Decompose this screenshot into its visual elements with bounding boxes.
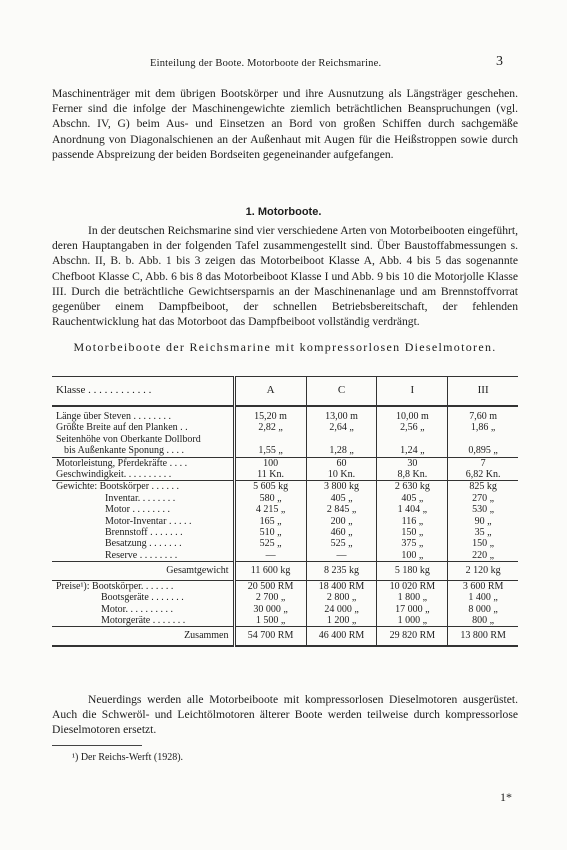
cell-value: 3 600 RM (448, 580, 518, 592)
cell-value: 18 400 RM (306, 580, 377, 592)
row-label: Geschwindigkeit. . . . . . . . . . (52, 469, 234, 481)
row-label: Motorleistung, Pferdekräfte . . . . (56, 457, 188, 469)
row-label (52, 481, 234, 493)
cell-value: 530 „ (448, 504, 518, 515)
cell-value: 1 404 „ (377, 504, 448, 515)
cell-value: 100 „ (377, 550, 448, 562)
cell-value: 24 000 „ (306, 604, 377, 615)
cell-value: 2 120 kg (448, 562, 518, 580)
price-row (52, 615, 518, 627)
row-label: bis Außenkante Sponung . . . . (52, 445, 234, 457)
row-label: Größte Breite auf den Planken . . (56, 422, 188, 434)
cell-value: 580 „ (234, 493, 306, 504)
weight-row (52, 527, 518, 538)
weight-row (52, 538, 518, 549)
cell-value: 8 235 kg (306, 562, 377, 580)
dimension-row (52, 422, 518, 433)
footnote-rule (52, 745, 142, 746)
dimension-row (52, 434, 518, 445)
row-label: Seitenhöhe von Oberkante Dollbord (56, 433, 201, 445)
page-number: 3 (496, 54, 503, 69)
cell-value: 10,00 m (377, 411, 448, 422)
cell-value: 800 „ (448, 615, 518, 627)
cell-value: 30 (377, 457, 448, 469)
cell-value: 11 Kn. (234, 469, 306, 481)
running-title: Einteilung der Boote. Motorboote der Reichsmarine. (150, 58, 382, 69)
cell-value: 150 „ (448, 538, 518, 549)
cell-value: 4 215 „ (234, 504, 306, 515)
row-label: Bootsgeräte . . . . . . . (101, 592, 184, 604)
closing-paragraph: Neuerdings werden alle Motorbeiboote mit kompressorlosen Dieselmotoren ausgerüstet. Auch die Schweröl- und Leichtölmotoren älterer Boote werden teilweise durch kompressorlose Dieselmotoren ersetzt. (52, 693, 518, 737)
cell-value: 220 „ (448, 550, 518, 562)
group-label: Gewichte: (56, 481, 98, 493)
weight-row (52, 493, 518, 504)
row-label: Inventar. . . . . . . . (105, 492, 176, 504)
cell-value: III (448, 377, 518, 407)
cell-value: 7 (448, 457, 518, 469)
cell-value: 8,8 Kn. (377, 469, 448, 481)
table-title: Motorbeiboote der Reichsmarine mit kompressorlosen Dieselmotoren. (73, 340, 497, 354)
cell-value: 7,60 m (448, 411, 518, 422)
cell-value: 1 000 „ (377, 615, 448, 627)
row-label: Reserve . . . . . . . . (105, 549, 178, 561)
performance-row (52, 457, 518, 469)
cell-value: 0,895 „ (448, 445, 518, 457)
price-row (52, 604, 518, 615)
cell-value: 510 „ (234, 527, 306, 538)
row-label: Motor . . . . . . . . (105, 504, 170, 516)
cell-value: 90 „ (448, 516, 518, 527)
row-label-text: Bootskörper . . . . . . (99, 481, 180, 493)
cell-value: 200 „ (306, 516, 377, 527)
row-label: Zusammen (52, 627, 234, 646)
cell-value: — (234, 550, 306, 562)
cell-value: 116 „ (377, 516, 448, 527)
price-row (52, 592, 518, 603)
performance-row (52, 469, 518, 481)
price-total-row (52, 627, 518, 646)
cell-value: 60 (306, 457, 377, 469)
dimension-row (52, 445, 518, 457)
cell-value: 6,82 Kn. (448, 469, 518, 481)
weight-row (52, 516, 518, 527)
row-label: Länge über Steven . . . . . . . . (56, 411, 171, 422)
intro-paragraph: Maschinenträger mit dem übrigen Bootskörper und ihre Ausnutzung als Längsträger geschehen. Ferner sind die infolge der Maschinengewichte ziemlich beträchtlichen Beanspruchungen (vgl. Abschn. IV, G) beim Aus- und Einsetzen an Bord von großen Schiffen durch sachgemäße Anordnung von Diagonalschienen an der Außenhaut mit Augen für die Heißstroppen sowie durch passende Abspreizung der beiden Bordseiten gegeneinander aufgefangen. (52, 87, 518, 161)
cell-value: 2,56 „ (377, 422, 448, 433)
cell-value: 270 „ (448, 493, 518, 504)
cell-value: 150 „ (377, 527, 448, 538)
row-label: Motor. . . . . . . . . . (101, 603, 173, 615)
cell-value: 3 800 kg (306, 481, 377, 493)
row-label: Brennstoff . . . . . . . (105, 527, 183, 539)
cell-value: — (306, 550, 377, 562)
cell-value: C (306, 377, 377, 407)
row-label-text: Bootskörper. . . . . . . (92, 580, 174, 592)
row-label: Besatzung . . . . . . . (105, 538, 182, 550)
section-paragraph: In der deutschen Reichsmarine sind vier verschiedene Arten von Motorbeibooten eingeführt, deren Hauptangaben in der folgenden Tafel zusammengestellt sind. Über Baustoffabmessungen s. Abschn. II, B. b. Abb. 1 bis 3 zeigen das Motorbeiboot Klasse A, Abb. 4 bis 5 das sogenannte Chefboot Klasse C, Abb. 6 bis 8 das Motorbeiboot Klasse I und Abb. 9 bis 10 die Motorjolle Klasse III. Durch die beträchtliche Gewichtsersparnis an der Maschinenanlage und am Brennstoffvorrat gegenüber einem Dampfbeiboot, der schnellen Betriebsbereitschaft, der fehlenden Rauchentwicklung hat das Motorboot das Dampfbeiboot vollständig verdrängt. (52, 224, 518, 329)
cell-value: 1,24 „ (377, 445, 448, 457)
cell-value: 15,20 m (234, 411, 306, 422)
boat-data-table (52, 376, 518, 647)
cell-value: 13,00 m (306, 411, 377, 422)
cell-value: 2,82 „ (234, 422, 306, 433)
cell-value: 1 400 „ (448, 592, 518, 603)
signature-mark: 1* (500, 790, 512, 804)
cell-value (234, 434, 306, 445)
row-label: Gesamtgewicht (52, 562, 234, 580)
cell-value: 525 „ (306, 538, 377, 549)
cell-value: 35 „ (448, 527, 518, 538)
cell-value: 405 „ (306, 493, 377, 504)
cell-value: 10 020 RM (377, 580, 448, 592)
cell-value: 17 000 „ (377, 604, 448, 615)
cell-value: 825 kg (448, 481, 518, 493)
weight-row (52, 504, 518, 515)
cell-value: 1,55 „ (234, 445, 306, 457)
cell-value: 30 000 „ (234, 604, 306, 615)
row-label (52, 580, 234, 592)
cell-value: 8 000 „ (448, 604, 518, 615)
weight-row (52, 481, 518, 493)
cell-value: 2 630 kg (377, 481, 448, 493)
cell-value (306, 434, 377, 445)
cell-value (377, 434, 448, 445)
weight-total-row (52, 562, 518, 580)
cell-value: 54 700 RM (234, 627, 306, 646)
cell-value: 29 820 RM (377, 627, 448, 646)
cell-value: A (234, 377, 306, 407)
section-heading: 1. Motorboote. (245, 206, 322, 218)
cell-value: 13 800 RM (448, 627, 518, 646)
cell-value: 525 „ (234, 538, 306, 549)
footnote: ¹) Der Reichs-Werft (1928). (72, 752, 184, 763)
cell-value: 10 Kn. (306, 469, 377, 481)
cell-value: 165 „ (234, 516, 306, 527)
cell-value: 1,28 „ (306, 445, 377, 457)
cell-value: 1,86 „ (448, 422, 518, 433)
row-label: Motorgeräte . . . . . . . (101, 614, 186, 626)
cell-value: 405 „ (377, 493, 448, 504)
cell-value: 2 845 „ (306, 504, 377, 515)
cell-value: 2 700 „ (234, 592, 306, 603)
group-label: Preise¹): (56, 580, 90, 592)
dimension-row (52, 411, 518, 422)
cell-value: 1 200 „ (306, 615, 377, 627)
cell-value: 100 (234, 457, 306, 469)
cell-value: 20 500 RM (234, 580, 306, 592)
cell-value: 5 605 kg (234, 481, 306, 493)
cell-value: 2,64 „ (306, 422, 377, 433)
cell-value: 5 180 kg (377, 562, 448, 580)
row-label: Motor-Inventar . . . . . (105, 515, 192, 527)
table-header-row (52, 377, 518, 407)
cell-value: 1 800 „ (377, 592, 448, 603)
cell-value: 375 „ (377, 538, 448, 549)
cell-value: 11 600 kg (234, 562, 306, 580)
cell-value: 460 „ (306, 527, 377, 538)
row-label: Klasse . . . . . . . . . . . . (52, 377, 234, 407)
cell-value: 46 400 RM (306, 627, 377, 646)
cell-value: 2 800 „ (306, 592, 377, 603)
cell-value (448, 434, 518, 445)
cell-value: 1 500 „ (234, 615, 306, 627)
cell-value: I (377, 377, 448, 407)
price-row (52, 580, 518, 592)
weight-row (52, 550, 518, 562)
